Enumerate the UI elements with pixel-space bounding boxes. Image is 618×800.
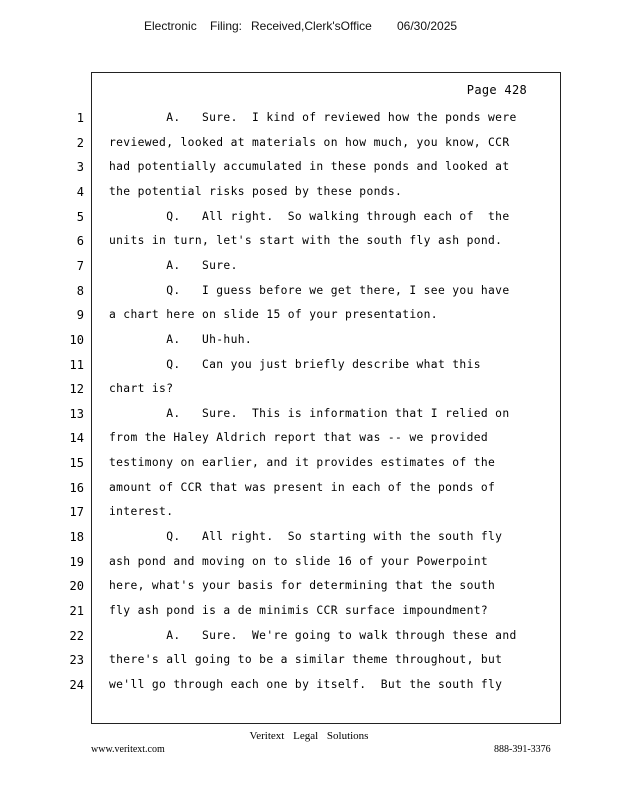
transcript-line (0, 481, 618, 503)
line-number: 9 (76, 308, 84, 323)
line-text: from the Haley Aldrich report that was -- we provided (109, 431, 489, 445)
line-number: 1 (76, 111, 84, 125)
transcript-line (0, 579, 618, 601)
transcript-line (0, 234, 618, 256)
filing-header (0, 19, 618, 39)
header-electronic: Electronic (144, 19, 197, 33)
line-text: A. Sure. (109, 258, 238, 272)
transcript-line (0, 284, 618, 306)
transcript-line (0, 136, 618, 158)
line-number: 10 (69, 332, 84, 347)
line-number: 14 (69, 431, 84, 446)
footer-website: www.veritext.com (91, 744, 165, 755)
line-number: 8 (76, 283, 84, 298)
line-text: ash pond and moving on to slide 16 of your Powerpoint (109, 554, 489, 568)
line-number: 2 (76, 135, 84, 150)
line-number: 18 (69, 530, 84, 545)
transcript-line (0, 308, 618, 330)
line-text: chart is? (109, 382, 174, 396)
line-text: here, what's your basis for determining that the south (109, 579, 496, 593)
line-number: 13 (69, 406, 84, 421)
footer-company: Veritext Legal Solutions (249, 730, 369, 742)
line-text: reviewed, looked at materials on how much, you know, CCR (109, 135, 510, 149)
line-number: 7 (76, 258, 84, 273)
transcript-line (0, 456, 618, 478)
line-text: fly ash pond is a de minimis CCR surface impoundment? (109, 604, 489, 617)
page-number: Page 428 (466, 83, 527, 97)
transcript-line (0, 358, 618, 380)
line-text: the potential risks posed by these ponds. (109, 184, 403, 198)
line-text: testimony on earlier, and it provides estimates of the (109, 456, 496, 470)
line-number: 17 (69, 505, 84, 520)
line-text: Q. I guess before we get there, I see you have (109, 283, 510, 297)
header-date: 06/30/2025 (397, 19, 458, 33)
line-text: A. Sure. We're going to walk through these and (109, 628, 517, 642)
line-text: Q. All right. So walking through each of the (109, 209, 510, 223)
header-filing: Filing: (210, 19, 243, 33)
footer-phone: 888-391-3376 (494, 744, 551, 755)
line-number: 6 (76, 234, 84, 249)
line-number: 23 (69, 653, 84, 668)
transcript-line (0, 555, 618, 577)
transcript-line (0, 333, 618, 355)
line-number: 21 (69, 604, 84, 618)
transcript-line (0, 604, 618, 626)
line-number: 15 (69, 456, 84, 471)
transcript-line (0, 259, 618, 281)
line-text: a chart here on slide 15 of your presentation. (109, 308, 438, 322)
transcript-line (0, 382, 618, 404)
line-text: Q. All right. So starting with the south fly (109, 530, 503, 544)
line-number: 3 (76, 160, 84, 175)
transcript-line (0, 653, 618, 675)
line-number: 19 (69, 554, 84, 569)
line-text: Q. Can you just briefly describe what this (109, 357, 481, 371)
transcript-line (0, 407, 618, 429)
transcript-line (0, 160, 618, 182)
line-number: 20 (69, 579, 84, 594)
line-text: A. Uh-huh. (109, 332, 253, 346)
transcript-line (0, 111, 618, 133)
line-number: 5 (76, 209, 84, 224)
transcript-line (0, 431, 618, 453)
line-number: 24 (69, 677, 84, 692)
transcript-line (0, 185, 618, 207)
line-text: amount of CCR that was present in each of the ponds of (109, 480, 496, 494)
line-number: 16 (69, 480, 84, 495)
line-text: A. Sure. I kind of reviewed how the ponds were (109, 111, 517, 124)
line-text: we'll go through each one by itself. But the south fly (109, 677, 503, 691)
header-received: Received,Clerk'sOffice (251, 19, 372, 33)
transcript-line (0, 505, 618, 527)
line-text: there's all going to be a similar theme throughout, but (109, 653, 503, 667)
line-number: 12 (69, 382, 84, 397)
line-number: 22 (69, 628, 84, 643)
transcript-line (0, 678, 618, 700)
line-number: 4 (76, 184, 84, 199)
line-number: 11 (69, 357, 84, 372)
line-text: units in turn, let's start with the south fly ash pond. (109, 234, 503, 248)
transcript-line (0, 530, 618, 552)
transcript-line (0, 629, 618, 651)
line-text: interest. (109, 505, 174, 519)
transcript-line (0, 210, 618, 232)
line-text: A. Sure. This is information that I relied on (109, 406, 510, 420)
line-text: had potentially accumulated in these ponds and looked at (109, 160, 510, 174)
